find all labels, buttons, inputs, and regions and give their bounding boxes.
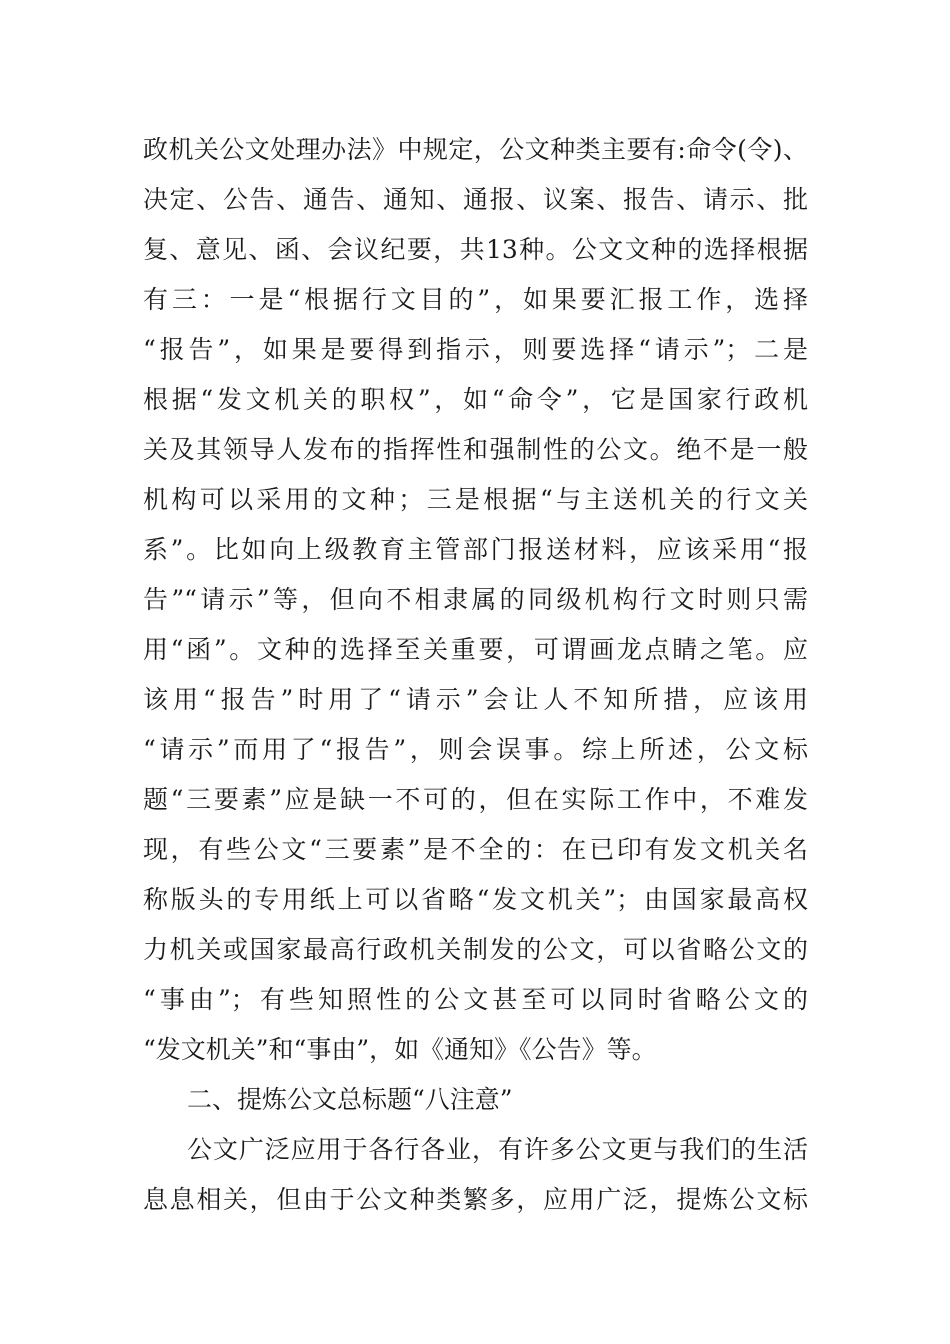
text-line: 复、意见、函、会议纪要，共13种。公文文种的选择根据 — [143, 235, 808, 264]
text-line: 有三：一是“根据行文目的”，如果要汇报工作，选择 — [143, 285, 808, 314]
text-line: 政机关公文处理办法》中规定，公文种类主要有:命令(令)、 — [143, 135, 808, 164]
section-heading: 二、提炼公文总标题“八注意” — [187, 1085, 513, 1114]
text-line: 关及其领导人发布的指挥性和强制性的公文。绝不是一般 — [143, 435, 808, 464]
text-line: 系”。比如向上级教育主管部门报送材料，应该采用“报 — [143, 535, 808, 564]
text-line: 决定、公告、通告、通知、通报、议案、报告、请示、批 — [143, 185, 808, 214]
text-line: 根据“发文机关的职权”，如“命令”，它是国家行政机 — [143, 385, 808, 414]
text-line: “请示”而用了“报告”，则会误事。综上所述，公文标 — [143, 735, 808, 764]
document-body — [143, 125, 808, 1225]
text-line: 告”“请示”等，但向不相隶属的同级机构行文时则只需 — [143, 585, 808, 614]
text-line: 该用“报告”时用了“请示”会让人不知所措，应该用 — [143, 685, 808, 714]
text-line: 现，有些公文“三要素”是不全的：在已印有发文机关名 — [143, 835, 808, 864]
text-line: “报告”，如果是要得到指示，则要选择“请示”；二是 — [143, 335, 808, 364]
text-line: “事由”；有些知照性的公文甚至可以同时省略公文的 — [143, 985, 808, 1014]
paragraph-2 — [143, 1125, 808, 1225]
text-line: 称版头的专用纸上可以省略“发文机关”；由国家最高权 — [143, 885, 808, 914]
text-line: “发文机关”和“事由”，如《通知》《公告》等。 — [143, 1035, 657, 1064]
text-line: 息息相关，但由于公文种类繁多，应用广泛，提炼公文标 — [143, 1185, 808, 1214]
text-line: 力机关或国家最高行政机关制发的公文，可以省略公文的 — [143, 935, 808, 964]
text-line: 用“函”。文种的选择至关重要，可谓画龙点睛之笔。应 — [143, 635, 808, 664]
text-line: 题“三要素”应是缺一不可的，但在实际工作中，不难发 — [143, 785, 808, 814]
text-line: 公文广泛应用于各行各业，有许多公文更与我们的生活 — [187, 1135, 808, 1164]
text-line: 机构可以采用的文种；三是根据“与主送机关的行文关 — [143, 485, 808, 514]
paragraph-1 — [143, 125, 808, 1075]
